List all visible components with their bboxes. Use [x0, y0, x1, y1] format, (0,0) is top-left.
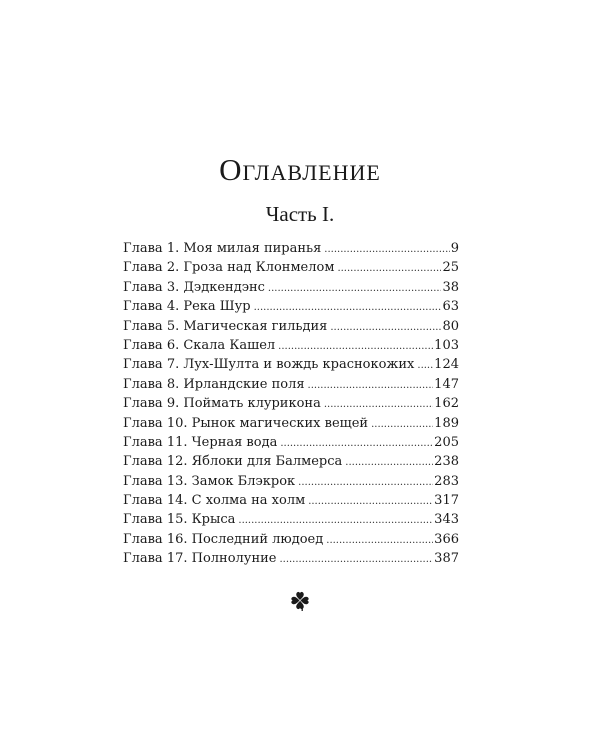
toc-leader-dots [326, 531, 433, 550]
toc-entry[interactable] [123, 549, 459, 568]
toc-leader-dots [268, 279, 442, 298]
page-title: Оглавление [219, 152, 381, 187]
toc-entry[interactable] [123, 394, 459, 413]
toc-entry[interactable] [123, 278, 459, 297]
toc-leader-dots [324, 240, 449, 259]
toc-entry-title: Глава 4. Река Шур [123, 299, 251, 315]
toc-entry-title: Глава 11. Черная вода [123, 434, 278, 450]
table-of-contents [123, 239, 459, 569]
toc-entry-title: Глава 5. Магическая гильдия [123, 318, 328, 334]
toc-entry-title: Глава 17. Полнолуние [123, 551, 277, 567]
part-heading: Часть I. [265, 202, 335, 226]
toc-leader-dots [279, 550, 433, 569]
toc-entry[interactable] [123, 317, 459, 336]
toc-entry[interactable] [123, 510, 459, 529]
toc-entry-page: 147 [434, 376, 459, 392]
toc-leader-dots [278, 337, 433, 356]
toc-entry-title: Глава 1. Моя милая пиранья [123, 241, 322, 256]
toc-leader-dots [298, 473, 433, 492]
toc-entry-page: 9 [450, 241, 459, 256]
toc-entry-page: 366 [434, 531, 459, 547]
toc-leader-dots [324, 395, 433, 414]
toc-entry-page: 162 [434, 396, 459, 412]
toc-leader-dots [345, 453, 433, 472]
toc-entry-page: 103 [434, 337, 459, 353]
toc-leader-dots [238, 511, 433, 530]
toc-entry-page: 205 [434, 434, 459, 450]
toc-entry-page: 80 [442, 318, 459, 334]
toc-leader-dots [308, 376, 434, 395]
toc-entry-title: Глава 15. Крыса [123, 512, 236, 528]
toc-entry[interactable] [123, 355, 459, 374]
toc-leader-dots [308, 492, 433, 511]
toc-entry-page: 387 [434, 551, 459, 567]
toc-entry-page: 283 [434, 473, 459, 489]
toc-entry-title: Глава 16. Последний людоед [123, 531, 324, 547]
toc-leader-dots [330, 318, 441, 337]
clover-icon [287, 588, 313, 614]
toc-entry-title: Глава 7. Лух-Шулта и вождь краснокожих [123, 357, 415, 373]
toc-entry-page: 124 [434, 357, 459, 373]
toc-leader-dots [254, 298, 442, 317]
toc-entry-title: Глава 13. Замок Блэкрок [123, 473, 296, 489]
toc-entry-title: Глава 3. Дэдкендэнс [123, 279, 265, 295]
toc-entry-title: Глава 8. Ирландские поля [123, 376, 305, 392]
toc-entry-title: Глава 12. Яблоки для Балмерса [123, 454, 343, 470]
toc-entry[interactable] [123, 297, 459, 316]
toc-entry-title: Глава 9. Поймать клурикона [123, 396, 321, 412]
toc-entry-page: 317 [434, 493, 459, 509]
toc-leader-dots [371, 415, 433, 434]
toc-entry[interactable] [123, 433, 459, 452]
toc-entry-page: 38 [442, 279, 459, 295]
toc-entry[interactable] [123, 530, 459, 549]
toc-entry-page: 25 [442, 260, 459, 276]
toc-entry[interactable] [123, 239, 459, 258]
toc-entry[interactable] [123, 491, 459, 510]
toc-entry-title: Глава 6. Скала Кашел [123, 337, 276, 353]
toc-entry-title: Глава 10. Рынок магических вещей [123, 415, 369, 431]
toc-entry[interactable] [123, 258, 459, 277]
toc-entry-title: Глава 14. С холма на холм [123, 493, 306, 509]
toc-entry[interactable] [123, 375, 459, 394]
toc-entry-page: 343 [434, 512, 459, 528]
toc-entry-page: 63 [442, 299, 459, 315]
toc-entry-page: 238 [434, 454, 459, 470]
toc-entry[interactable] [123, 414, 459, 433]
toc-entry-title: Глава 2. Гроза над Клонмелом [123, 260, 335, 276]
toc-entry-page: 189 [434, 415, 459, 431]
toc-leader-dots [417, 356, 433, 375]
toc-leader-dots [337, 259, 441, 278]
toc-entry[interactable] [123, 452, 459, 471]
toc-entry[interactable] [123, 472, 459, 491]
toc-entry[interactable] [123, 336, 459, 355]
toc-leader-dots [280, 434, 433, 453]
